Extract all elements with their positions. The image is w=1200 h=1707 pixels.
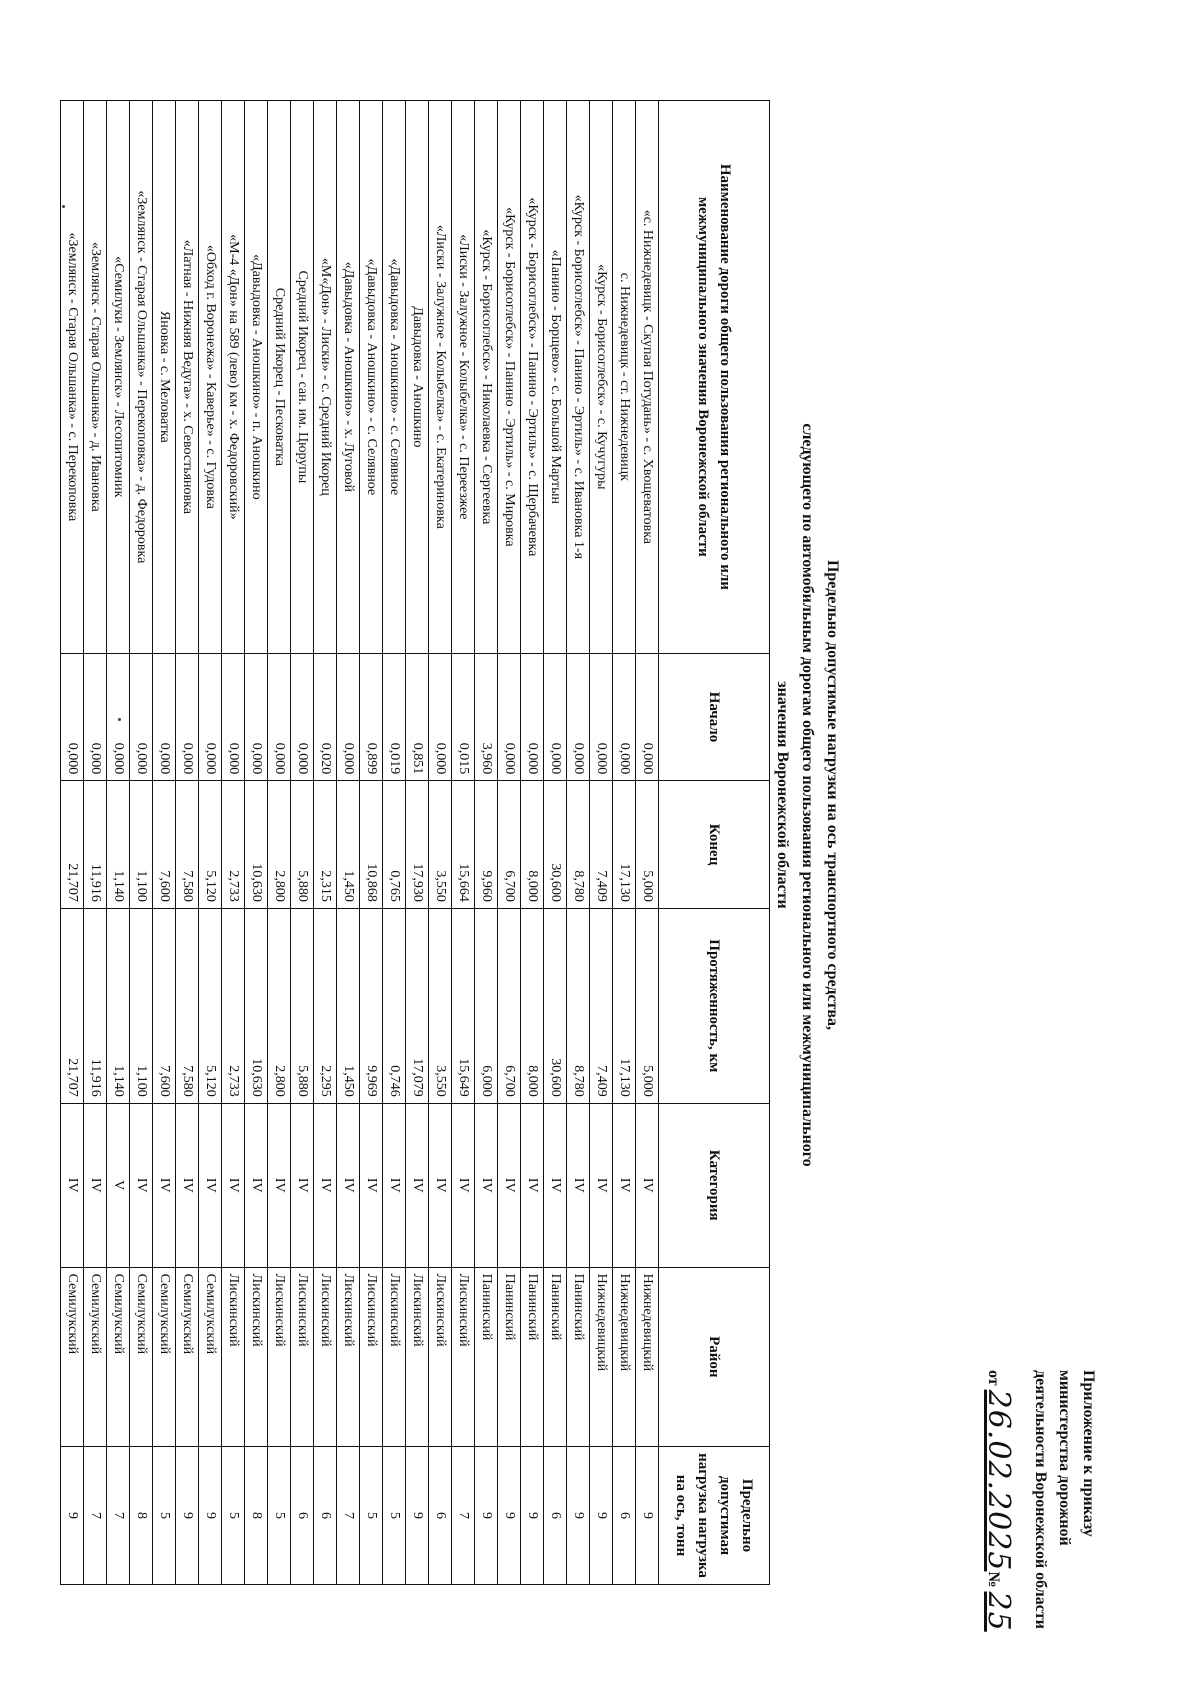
table-row: [222, 101, 245, 1585]
rotated-content: [20, 80, 1160, 1640]
cell-start: 0,000: [590, 653, 613, 781]
cell-start: 0,000: [130, 653, 153, 781]
cell-district: Панинский: [498, 1267, 521, 1446]
cell-length: 1,450: [337, 908, 360, 1103]
cell-category: IV: [199, 1103, 222, 1267]
cell-category: V: [107, 1103, 130, 1267]
cell-length: 2,733: [222, 908, 245, 1103]
cell-length: 3,550: [429, 908, 452, 1103]
cell-district: Панинский: [544, 1267, 567, 1446]
cell-end: 1,100: [130, 781, 153, 909]
table-row: [314, 101, 337, 1585]
table-row: [429, 101, 452, 1585]
cell-district: Лискинский: [222, 1267, 245, 1446]
cell-district: Панинский: [567, 1267, 590, 1446]
cell-district: Лискинский: [245, 1267, 268, 1446]
cell-length: 5,120: [199, 908, 222, 1103]
cell-road-name: Средний Икорец - сан. им. Цюрупы: [291, 101, 314, 654]
table-row: [107, 101, 130, 1585]
cell-length: 5,880: [291, 908, 314, 1103]
cell-end: 21,707: [61, 781, 84, 909]
cell-axle-load: 8: [245, 1447, 268, 1585]
cell-end: 15,664: [452, 781, 475, 909]
cell-end: 5,880: [291, 781, 314, 909]
cell-start: 0,000: [429, 653, 452, 781]
cell-district: Семилукский: [153, 1267, 176, 1446]
cell-category: IV: [291, 1103, 314, 1267]
cell-road-name: «М-4 «Дон» на 589 (лево) км - х. Федоровский»: [222, 101, 245, 654]
cell-district: Лискинский: [337, 1267, 360, 1446]
cell-axle-load: 6: [544, 1447, 567, 1585]
table-row: [590, 101, 613, 1585]
table-row: [498, 101, 521, 1585]
cell-district: Семилукский: [107, 1267, 130, 1446]
cell-road-name: «Давыдовка - Аношкино» - с. Селявное: [360, 101, 383, 654]
cell-start: 0,000: [199, 653, 222, 781]
cell-axle-load: 7: [337, 1447, 360, 1585]
handwritten-number: 25: [981, 1591, 1016, 1632]
table-body: [61, 101, 659, 1585]
table-row: [176, 101, 199, 1585]
cell-category: IV: [636, 1103, 659, 1267]
cell-length: 11,916: [84, 908, 107, 1103]
cell-district: Семилукский: [130, 1267, 153, 1446]
cell-axle-load: 8: [130, 1447, 153, 1585]
cell-district: Лискинский: [314, 1267, 337, 1446]
cell-start: 0,020: [314, 653, 337, 781]
cell-end: 1,140: [107, 781, 130, 909]
table-row: [245, 101, 268, 1585]
cell-end: 6,700: [498, 781, 521, 909]
table-header-row: [659, 101, 770, 1585]
cell-start: 0,000: [222, 653, 245, 781]
cell-start: 0,000: [337, 653, 360, 781]
cell-road-name: Средний Икорец - Песковатка: [268, 101, 291, 654]
cell-length: 5,000: [636, 908, 659, 1103]
cell-end: 8,000: [521, 781, 544, 909]
cell-start: 0,000: [521, 653, 544, 781]
cell-district: Лискинский: [429, 1267, 452, 1446]
header-category: Категория: [659, 1103, 770, 1267]
cell-axle-load: 5: [153, 1447, 176, 1585]
cell-start: 0,851: [406, 653, 429, 781]
cell-length: 0,746: [383, 908, 406, 1103]
roads-table: [60, 100, 770, 1585]
cell-start: 0,000: [176, 653, 199, 781]
cell-category: IV: [153, 1103, 176, 1267]
cell-axle-load: 9: [567, 1447, 590, 1585]
cell-road-name: «Курск - Борисоглебск» - Николаевка - Сергеевка: [475, 101, 498, 654]
cell-length: 7,600: [153, 908, 176, 1103]
cell-category: IV: [337, 1103, 360, 1267]
cell-end: 7,409: [590, 781, 613, 909]
cell-road-name: «М«Дон» - Лиски» - с. Средний Икорец: [314, 101, 337, 654]
cell-district: Лискинский: [406, 1267, 429, 1446]
cell-axle-load: 9: [406, 1447, 429, 1585]
cell-length: 17,079: [406, 908, 429, 1103]
cell-start: 0,000: [84, 653, 107, 781]
cell-road-name: «Курск - Борисоглебск» - Панино - Эртиль» - с. Мировка: [498, 101, 521, 654]
table-row: [153, 101, 176, 1585]
date-prefix: от: [985, 1370, 1002, 1386]
cell-category: IV: [360, 1103, 383, 1267]
cell-road-name: «Панино - Борщево» - с. Большой Мартын: [544, 101, 567, 654]
cell-road-name: «Лиски - Залужное - Колыбелка» - с. Екатериновка: [429, 101, 452, 654]
cell-district: Нижнедевицкий: [590, 1267, 613, 1446]
cell-axle-load: 9: [498, 1447, 521, 1585]
cell-road-name: «Обход г. Воронежа» - Каверье» - с. Гудовка: [199, 101, 222, 654]
cell-category: IV: [268, 1103, 291, 1267]
cell-end: 10,630: [245, 781, 268, 909]
cell-category: IV: [130, 1103, 153, 1267]
table-row: [521, 101, 544, 1585]
cell-length: 2,295: [314, 908, 337, 1103]
cell-district: Семилукский: [61, 1267, 84, 1446]
handwritten-date: 26.02.2025: [981, 1389, 1016, 1572]
cell-axle-load: 9: [199, 1447, 222, 1585]
cell-district: Лискинский: [452, 1267, 475, 1446]
cell-district: Нижнедевицкий: [636, 1267, 659, 1446]
table-row: [337, 101, 360, 1585]
cell-axle-load: 9: [521, 1447, 544, 1585]
table-row: [636, 101, 659, 1585]
cell-category: IV: [383, 1103, 406, 1267]
cell-length: 8,000: [521, 908, 544, 1103]
cell-category: IV: [429, 1103, 452, 1267]
cell-length: 10,630: [245, 908, 268, 1103]
cell-road-name: с. Нижнедевицк - ст. Нижнедевицк: [613, 101, 636, 654]
cell-road-name: Давыдовка - Аношкино: [406, 101, 429, 654]
cell-length: 17,130: [613, 908, 636, 1103]
cell-district: Лискинский: [291, 1267, 314, 1446]
cell-axle-load: 5: [383, 1447, 406, 1585]
cell-end: 11,916: [84, 781, 107, 909]
cell-category: IV: [613, 1103, 636, 1267]
cell-category: IV: [590, 1103, 613, 1267]
appendix-line: министерства дорожной: [1056, 1370, 1073, 1546]
cell-end: 5,120: [199, 781, 222, 909]
table-row: [291, 101, 314, 1585]
cell-category: IV: [84, 1103, 107, 1267]
cell-district: Семилукский: [199, 1267, 222, 1446]
cell-category: IV: [567, 1103, 590, 1267]
cell-start: 0,000: [498, 653, 521, 781]
cell-axle-load: 7: [84, 1447, 107, 1585]
cell-end: 30,600: [544, 781, 567, 909]
cell-end: 9,960: [475, 781, 498, 909]
table-row: [199, 101, 222, 1585]
cell-axle-load: 6: [314, 1447, 337, 1585]
cell-end: 10,868: [360, 781, 383, 909]
cell-axle-load: 9: [636, 1447, 659, 1585]
cell-axle-load: 9: [475, 1447, 498, 1585]
cell-category: IV: [521, 1103, 544, 1267]
cell-road-name: «Землянск - Старая Ольшанка» - д. Ивановка: [84, 101, 107, 654]
table-row: [61, 101, 84, 1585]
cell-end: 2,733: [222, 781, 245, 909]
cell-road-name: «Давыдовка - Аношкино» - х. Луговой: [337, 101, 360, 654]
cell-end: 0,765: [383, 781, 406, 909]
cell-category: IV: [475, 1103, 498, 1267]
cell-start: 0,000: [636, 653, 659, 781]
cell-category: IV: [406, 1103, 429, 1267]
cell-axle-load: 7: [452, 1447, 475, 1585]
cell-category: IV: [544, 1103, 567, 1267]
table-row: [268, 101, 291, 1585]
cell-road-name: «Давыдовка - Аношкино» - с. Селявное: [383, 101, 406, 654]
table-row: [383, 101, 406, 1585]
cell-end: 17,130: [613, 781, 636, 909]
cell-category: IV: [61, 1103, 84, 1267]
cell-length: 6,000: [475, 908, 498, 1103]
cell-axle-load: 5: [222, 1447, 245, 1585]
cell-length: 7,580: [176, 908, 199, 1103]
cell-district: Лискинский: [268, 1267, 291, 1446]
cell-length: 6,700: [498, 908, 521, 1103]
cell-axle-load: 6: [429, 1447, 452, 1585]
cell-start: 0,000: [291, 653, 314, 781]
cell-axle-load: 5: [360, 1447, 383, 1585]
cell-length: 8,780: [567, 908, 590, 1103]
cell-road-name: «Курск - Борисоглебск» - Панино - Эртиль» - с. Ивановка 1-я: [567, 101, 590, 654]
cell-district: Лискинский: [360, 1267, 383, 1446]
cell-length: 1,100: [130, 908, 153, 1103]
cell-road-name: «Лиски - Залужное - Колыбелка» - с. Переезжее: [452, 101, 475, 654]
cell-start: 0,000: [613, 653, 636, 781]
cell-end: 7,600: [153, 781, 176, 909]
cell-category: IV: [176, 1103, 199, 1267]
table-row: [84, 101, 107, 1585]
cell-axle-load: 9: [61, 1447, 84, 1585]
cell-length: 7,409: [590, 908, 613, 1103]
cell-length: 30,600: [544, 908, 567, 1103]
cell-length: 9,969: [360, 908, 383, 1103]
cell-start: 0,000: [107, 653, 130, 781]
header-road-name: Наименование дороги общего пользования регионального или межмуниципального значения Воронежской области: [659, 101, 770, 654]
header-district: Район: [659, 1267, 770, 1446]
cell-district: Панинский: [475, 1267, 498, 1446]
cell-road-name: «Курск - Борисоглебск» - с. Кучугуры: [590, 101, 613, 654]
cell-end: 8,780: [567, 781, 590, 909]
cell-axle-load: 5: [268, 1447, 291, 1585]
cell-district: Лискинский: [383, 1267, 406, 1446]
cell-length: 1,140: [107, 908, 130, 1103]
cell-category: IV: [452, 1103, 475, 1267]
cell-start: 0,000: [544, 653, 567, 781]
cell-end: 7,580: [176, 781, 199, 909]
cell-length: 2,800: [268, 908, 291, 1103]
cell-district: Нижнедевицкий: [613, 1267, 636, 1446]
table-row: [360, 101, 383, 1585]
header-length: Протяженность, км: [659, 908, 770, 1103]
cell-start: 0,000: [268, 653, 291, 781]
cell-road-name: «Латная - Нижняя Ведуга» - х. Севостьяновка: [176, 101, 199, 654]
cell-end: 3,550: [429, 781, 452, 909]
cell-end: 17,930: [406, 781, 429, 909]
cell-start: 0,000: [153, 653, 176, 781]
title-line: значения Воронежской области: [774, 681, 791, 909]
cell-start: 0,019: [383, 653, 406, 781]
cell-length: 21,707: [61, 908, 84, 1103]
cell-road-name: «с. Нижнедевицк - Скупая Потудань» - с. Хвощеватовка: [636, 101, 659, 654]
table-row: [613, 101, 636, 1585]
cell-road-name: «Курск - Борисоглебск» - Панино - Эртиль» - с. Щербачевка: [521, 101, 544, 654]
cell-road-name: «Землянск - Старая Ольшанка» - Перекоповка» - д. Федоровка: [130, 101, 153, 654]
cell-road-name: «Семилуки - Землянск» - Лесопитомник: [107, 101, 130, 654]
header-end: Конец: [659, 781, 770, 909]
cell-start: 0,000: [567, 653, 590, 781]
document-title: [770, 410, 845, 1180]
cell-end: 2,315: [314, 781, 337, 909]
cell-category: IV: [245, 1103, 268, 1267]
cell-start: 0,899: [360, 653, 383, 781]
cell-start: 0,000: [61, 653, 84, 781]
cell-road-name: Яновка - с. Меловатка: [153, 101, 176, 654]
header-axle-load: Предельно допустимая нагрузка нагрузка на ось, тонн: [659, 1447, 770, 1585]
appendix-date-line: [981, 1370, 1016, 1670]
cell-category: IV: [498, 1103, 521, 1267]
cell-end: 1,450: [337, 781, 360, 909]
cell-district: Семилукский: [84, 1267, 107, 1446]
table-row: [475, 101, 498, 1585]
cell-category: IV: [222, 1103, 245, 1267]
cell-road-name: «Землянск - Старая Ольшанка» - с. Перекоповка: [61, 101, 84, 654]
cell-axle-load: 6: [291, 1447, 314, 1585]
cell-district: Панинский: [521, 1267, 544, 1446]
appendix-line: Приложение к приказу: [1080, 1370, 1097, 1537]
cell-axle-load: 9: [590, 1447, 613, 1585]
cell-district: Семилукский: [176, 1267, 199, 1446]
cell-start: 0,015: [452, 653, 475, 781]
cell-start: 3,960: [475, 653, 498, 781]
table-row: [544, 101, 567, 1585]
appendix-block: [981, 1370, 1100, 1670]
cell-length: 15,649: [452, 908, 475, 1103]
cell-end: 5,000: [636, 781, 659, 909]
title-line: следующего по автомобильным дорогам общего пользования регионального или межмуниципального: [799, 423, 816, 1167]
cell-axle-load: 6: [613, 1447, 636, 1585]
table-row: [567, 101, 590, 1585]
table-row: [452, 101, 475, 1585]
header-start: Начало: [659, 653, 770, 781]
number-sign: №: [985, 1571, 1002, 1588]
title-line: Предельно допустимые нагрузки на ось транспортного средства,: [824, 559, 841, 1031]
cell-axle-load: 7: [107, 1447, 130, 1585]
cell-category: IV: [314, 1103, 337, 1267]
table-row: [130, 101, 153, 1585]
cell-road-name: «Давыдовка - Аношкино» - п. Аношкино: [245, 101, 268, 654]
appendix-line: деятельности Воронежской области: [1032, 1370, 1049, 1629]
table-row: [406, 101, 429, 1585]
cell-start: 0,000: [245, 653, 268, 781]
cell-axle-load: 9: [176, 1447, 199, 1585]
cell-end: 2,800: [268, 781, 291, 909]
